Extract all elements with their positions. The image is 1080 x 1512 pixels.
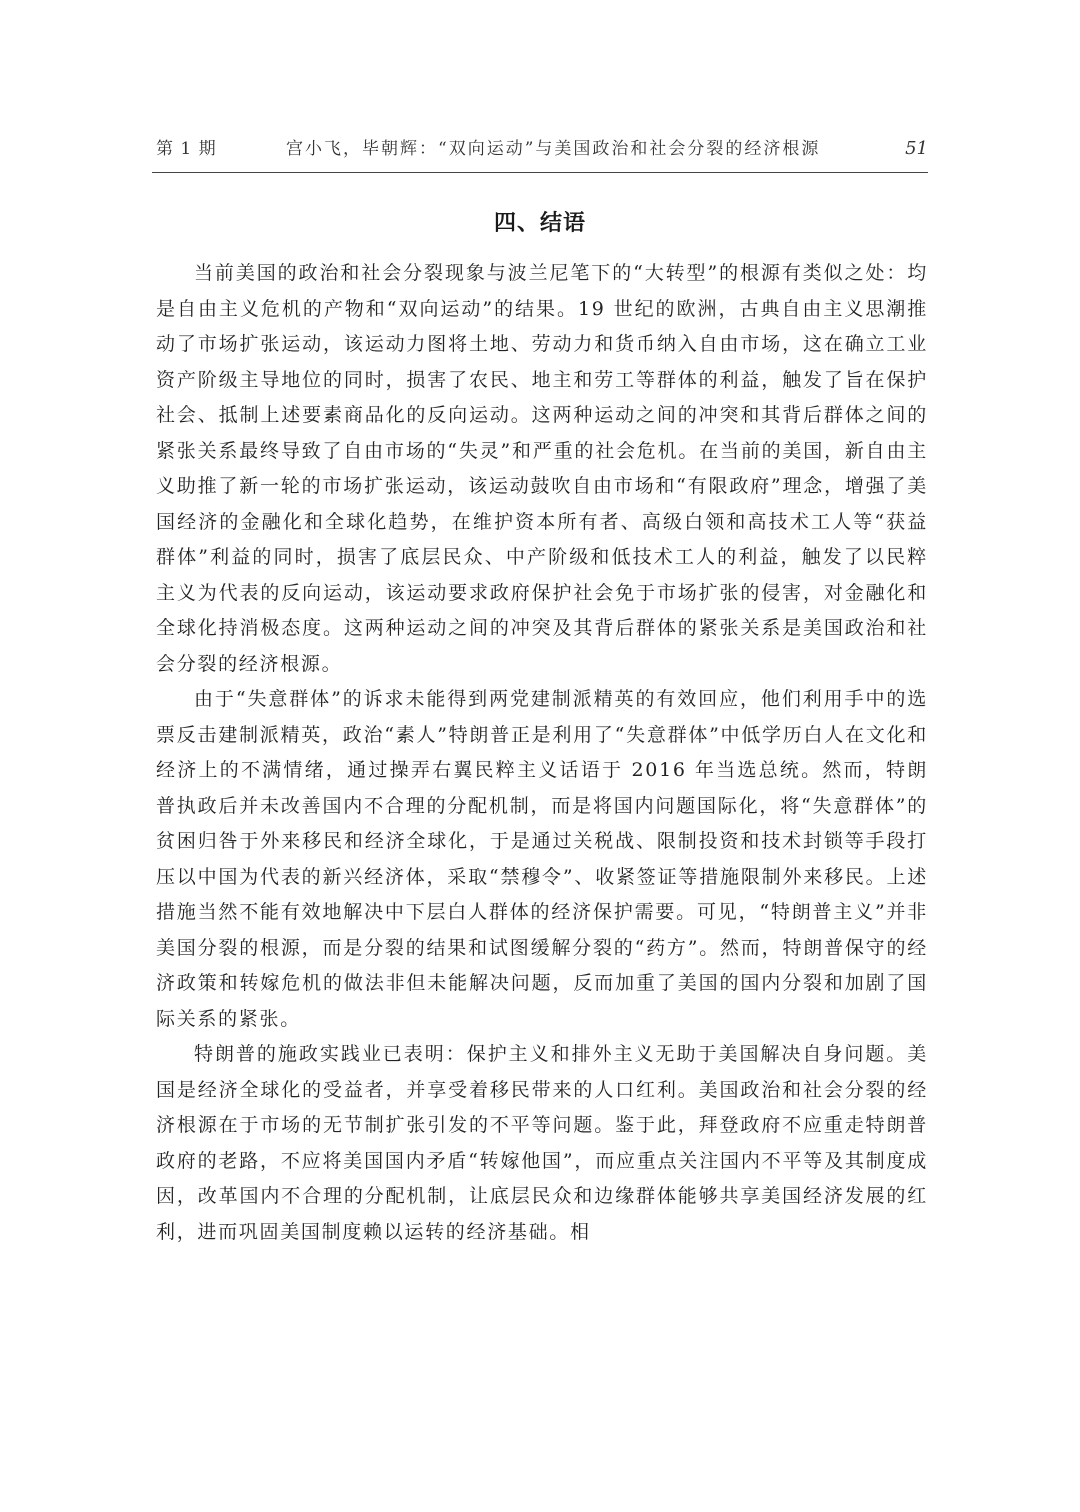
section-heading: 四、结语 <box>493 211 586 236</box>
paragraph-2: 由于“失意群体”的诉求未能得到两党建制派精英的有效回应，他们利用手中的选票反击建制派精英，政治“素人”特朗普正是利用了“失意群体”中低学历白人在文化和经济上的不满情绪，通过操弄右翼民粹主义话语于 2016 年当选总统。然而，特朗普执政后并未改善国内不合理的分配机制，而是将国内问题国际化，将“失意群体”的贫困归咎于外来移民和经济全球化，于是通过关税战、限制投资和技术封锁等手段打压以中国为代表的新兴经济体，采取“禁穆令”、收紧签证等措施限制外来移民。上述措施当然不能有效地解决中下层白人群体的经济保护需要。可见，“特朗普主义”并非美国分裂的根源，而是分裂的结果和试图缓解分裂的“药方”。然而，特朗普保守的经济政策和转嫁危机的做法非但未能解决问题，反而加重了美国的国内分裂和加剧了国际关系的紧张。 <box>156 688 928 1030</box>
article-body <box>156 256 928 1250</box>
paragraph-1: 当前美国的政治和社会分裂现象与波兰尼笔下的“大转型”的根源有类似之处：均是自由主义危机的产物和“双向运动”的结果。19 世纪的欧洲，古典自由主义思潮推动了市场扩张运动，该运动力图将土地、劳动力和货币纳入自由市场，这在确立工业资产阶级主导地位的同时，损害了农民、地主和劳工等群体的利益，触发了旨在保护社会、抵制上述要素商品化的反向运动。这两种运动之间的冲突和其背后群体之间的紧张关系最终导致了自由市场的“失灵”和严重的社会危机。在当前的美国，新自由主义助推了新一轮的市场扩张运动，该运动鼓吹自由市场和“有限政府”理念，增强了美国经济的金融化和全球化趋势，在维护资本所有者、高级白领和高技术工人等“获益群体”利益的同时，损害了底层民众、中产阶级和低技术工人的利益，触发了以民粹主义为代表的反向运动，该运动要求政府保护社会免于市场扩张的侵害，对金融化和全球化持消极态度。这两种运动之间的冲突及其背后群体的紧张关系是美国政治和社会分裂的经济根源。 <box>156 262 928 675</box>
issue-label: 第 1 期 <box>156 139 217 159</box>
paragraph-3: 特朗普的施政实践业已表明：保护主义和排外主义无助于美国解决自身问题。美国是经济全球化的受益者，并享受着移民带来的人口红利。美国政治和社会分裂的经济根源在于市场的无节制扩张引发的不平等问题。鉴于此，拜登政府不应重走特朗普政府的老路，不应将美国国内矛盾“转嫁他国”，而应重点关注国内不平等及其制度成因，改革国内不合理的分配机制，让底层民众和边缘群体能够共享美国经济发展的红利，进而巩固美国制度赖以运转的经济基础。相 <box>156 1043 928 1243</box>
page-number: 51 <box>905 138 928 159</box>
running-title: 宫小飞，毕朝辉：“双向运动”与美国政治和社会分裂的经济根源 <box>286 139 821 159</box>
header-divider <box>152 172 928 173</box>
running-header <box>156 132 928 166</box>
